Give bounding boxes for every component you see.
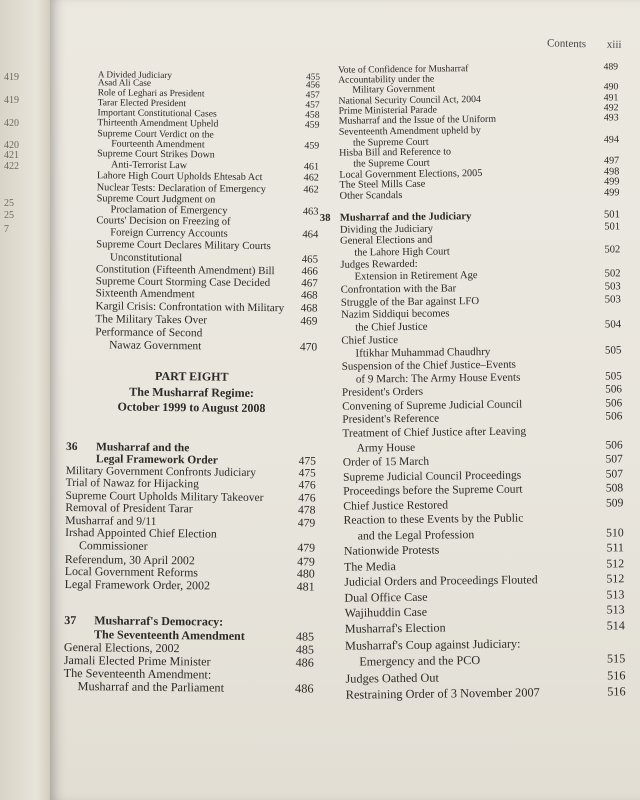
- toc-right-column: [318, 62, 626, 703]
- chapter-entries: [65, 465, 316, 594]
- part-title: The Musharraf Regime:: [129, 384, 255, 400]
- toc-entry-title: Tarar Elected President: [97, 97, 187, 109]
- toc-entry-title: Treatment of Chief Justice after Leaving: [342, 425, 527, 440]
- toc-entry-title: Struggle of the Bar against LFO: [340, 294, 480, 309]
- toc-entry-page: 509: [605, 495, 624, 510]
- chapter-number: 36: [65, 440, 78, 453]
- contents-page: [50, 0, 640, 800]
- toc-entry-page: 479: [297, 516, 316, 530]
- toc-entry-page: 513: [606, 602, 625, 617]
- toc-entry-page: 486: [295, 681, 314, 696]
- toc-entry-title: Irshad Appointed Chief Election: [65, 526, 217, 541]
- ghost-page-number: 419: [4, 72, 19, 83]
- toc-entry-page: 479: [297, 553, 315, 569]
- toc-entry-title: Kargil Crisis: Confrontation with Military: [95, 300, 285, 315]
- toc-entry-title: Supreme Court Upholds Military Takeover: [65, 489, 264, 504]
- toc-entry-page: 513: [606, 586, 625, 602]
- toc-entry-page: 499: [603, 176, 620, 188]
- toc-entry-title: Local Government Elections, 2005: [339, 167, 483, 181]
- toc-entry-title: of 9 March: The Army House Events: [355, 371, 521, 386]
- toc-entry-title: Nazim Siddiqui becomes: [340, 307, 450, 321]
- toc-entry-page: 507: [605, 453, 623, 466]
- toc-entry-title: A Divided Judiciary: [97, 69, 173, 81]
- toc-entry-title: The Media: [344, 558, 396, 574]
- toc-entry-page: 457: [305, 90, 320, 101]
- toc-entry-title: Suspension of the Chief Justice–Events: [341, 358, 517, 373]
- toc-entry-title: Musharraf and the Parliament: [77, 679, 225, 695]
- toc-entry-title: Unconstitutional: [109, 250, 183, 264]
- ghost-page-number: 419: [4, 95, 19, 106]
- toc-entry-title: Performance of Second: [95, 325, 203, 339]
- toc-entry-page: 486: [295, 655, 314, 670]
- toc-entry-page: 491: [603, 92, 619, 104]
- toc-entry-title: Courts' Decision on Freezing of: [96, 215, 231, 229]
- toc-entry-title: Nuclear Tests: Declaration of Emergency: [96, 181, 266, 195]
- chapter-entries: [320, 221, 626, 704]
- toc-entry-title: Extension in Retirement Age: [354, 270, 478, 283]
- toc-entry-title: Army House: [356, 441, 416, 455]
- ghost-page-number: 25: [4, 198, 14, 209]
- toc-entry-title: The Seventeenth Amendment:: [63, 665, 212, 682]
- toc-entry-page: 499: [604, 187, 620, 199]
- toc-entry-title: Confrontation with the Bar: [340, 282, 457, 297]
- toc-entry-title: Jamali Elected Prime Minister: [63, 652, 211, 669]
- toc-entry-title: Thirteenth Amendment Upheld: [97, 117, 219, 130]
- toc-entry-title: Lahore High Court Upholds Ehtesab Act: [96, 169, 263, 183]
- toc-entry-page: 470: [299, 341, 318, 354]
- toc-left-column: [63, 70, 320, 696]
- toc-entry-page: 465: [301, 252, 319, 266]
- toc-entry-title: Restraining Order of 3 November 2007: [345, 685, 540, 702]
- toc-entry-title: President's Reference: [342, 412, 440, 427]
- toc-entry-title: Proclamation of Emergency: [110, 204, 228, 217]
- part-label: PART EIGHT: [154, 368, 229, 384]
- toc-entry-title: the Chief Justice: [355, 320, 428, 334]
- toc-entry-title: Nawaz Government: [109, 339, 202, 353]
- toc-entry-title: Seventeenth Amendment upheld by: [338, 124, 481, 138]
- toc-entry-title: the Lahore High Court: [354, 246, 450, 259]
- toc-entry-title: Supreme Court Storming Case Decided: [95, 275, 271, 290]
- facing-page-edge: [0, 0, 52, 800]
- toc-entry-page: 467: [301, 277, 318, 290]
- toc-entry-title: Military Government Confronts Judiciary: [65, 465, 256, 480]
- part-dates: October 1999 to August 2008: [117, 399, 266, 416]
- toc-entry-title: and the Legal Profession: [357, 528, 475, 543]
- chapter-title: Musharraf and the: [95, 440, 190, 454]
- toc-entry-page: 469: [300, 315, 318, 328]
- header-page-number: xiii: [607, 38, 623, 51]
- toc-entry-title: Judges Oathed Out: [345, 670, 439, 686]
- toc-entry-title: President's Orders: [341, 385, 424, 399]
- toc-entry-page: 489: [603, 61, 619, 73]
- chapter-37: [63, 613, 314, 696]
- toc-entry-page: 497: [603, 155, 620, 167]
- toc-entry-title: Other Scandals: [339, 190, 403, 203]
- header-section-title: Contents: [547, 37, 587, 51]
- toc-entry-title: Sixteenth Amendment: [95, 287, 195, 301]
- toc-entry-title: Musharraf and the Issue of the Uniform: [338, 114, 497, 128]
- toc-entry-page: 505: [605, 370, 622, 383]
- toc-entry-title: Asad Ali Case: [97, 78, 152, 90]
- toc-entry-page: 514: [606, 618, 625, 633]
- toc-entry-title: Chief Justice Restored: [343, 498, 449, 513]
- ghost-page-number: 7: [4, 224, 9, 235]
- toc-entry: [63, 680, 313, 696]
- toc-entry-page: 455: [306, 71, 320, 82]
- toc-entry-title: Military Government: [352, 83, 436, 96]
- toc-entry-page: 515: [606, 651, 626, 666]
- toc-entry-title: Legal Framework Order, 2002: [64, 577, 211, 593]
- toc-entry-title: Emergency and the PCO: [359, 653, 481, 669]
- toc-entry-title: the Supreme Court: [352, 136, 429, 149]
- ghost-page-number: 420: [4, 140, 19, 151]
- toc-entry-page: 516: [607, 684, 626, 699]
- toc-entry-title: Referendum, 30 April 2002: [64, 551, 195, 567]
- toc-entry-page: 502: [604, 244, 621, 256]
- toc-entry-page: 478: [297, 503, 316, 517]
- toc-entry-page: 463: [302, 206, 319, 218]
- toc-entry: [95, 339, 317, 355]
- toc-entry-title: Supreme Judicial Council Proceedings: [342, 469, 522, 484]
- toc-entry-title: Iftikhar Muhammad Chaudhry: [355, 345, 491, 360]
- toc-entry-page: 493: [603, 112, 619, 124]
- running-header: [529, 37, 622, 51]
- toc-entry-title: Reaction to these Events by the Public: [343, 511, 524, 528]
- toc-entry-title: Judicial Orders and Proceedings Flouted: [344, 572, 538, 589]
- toc-entry-title: General Elections, 2002: [63, 639, 180, 656]
- toc-entry-page: 459: [304, 119, 320, 132]
- toc-entry-page: 506: [605, 410, 623, 423]
- chapter-entries: [63, 641, 314, 696]
- toc-entry-page: 503: [604, 293, 621, 306]
- toc-entry-title: Judges Rewarded:: [340, 258, 418, 271]
- toc-entry-page: 476: [298, 492, 316, 505]
- ghost-page-number: 25: [4, 210, 14, 221]
- toc-entry-page: 462: [303, 172, 319, 184]
- toc-entry-title: Nationwide Protests: [343, 542, 440, 559]
- chapter-title: The Seventeenth Amendment: [94, 627, 245, 643]
- ghost-page-number: 420: [4, 118, 19, 129]
- ghost-page-number: 422: [4, 161, 19, 172]
- toc-entry-title: Proceedings before the Supreme Court: [343, 482, 523, 498]
- toc-entry-title: Hisba Bill and Reference to: [339, 146, 452, 159]
- toc-entry-title: Vote of Confidence for Musharraf: [337, 63, 469, 76]
- toc-entry-title: Trial of Nawaz for Hijacking: [65, 477, 199, 491]
- chapter-title: Legal Framework Order: [95, 452, 218, 467]
- toc-entry-title: Prime Ministerial Parade: [338, 104, 438, 117]
- toc-entry-page: 464: [302, 229, 319, 241]
- toc-entry-title: Anti-Terrorist Law: [110, 159, 188, 172]
- toc-entry-page: 506: [605, 383, 623, 396]
- toc-entry-page: 505: [604, 343, 622, 357]
- toc-entry-title: Accountability under the: [338, 73, 435, 86]
- toc-entry-title: Supreme Court Declares Military Courts: [96, 237, 271, 252]
- toc-entry-title: Wajihuddin Case: [344, 604, 428, 620]
- toc-entry-title: Dividing the Judiciary: [339, 223, 434, 236]
- toc-entry-title: The Steel Mills Case: [339, 179, 426, 192]
- toc-entry-page: 475: [298, 467, 316, 480]
- toc-entry-page: 468: [300, 289, 318, 302]
- chapter-number: 37: [64, 613, 77, 628]
- toc-entry-page: 456: [305, 80, 320, 91]
- toc-entry-title: Dual Office Case: [344, 589, 428, 605]
- toc-entry-title: Convening of Supreme Judicial Council: [342, 398, 523, 413]
- toc-entry-page: 506: [605, 396, 623, 410]
- toc-entry-title: Musharraf's Election: [344, 620, 446, 636]
- toc-entry: [65, 578, 315, 594]
- chapter-36: [65, 441, 317, 594]
- toc-entry-page: 501: [604, 221, 621, 233]
- toc-entry-page: 462: [303, 184, 319, 196]
- toc-entry-title: Supreme Court Strikes Down: [97, 148, 215, 161]
- toc-entry-page: 492: [603, 102, 619, 114]
- toc-entry-page: 510: [606, 526, 624, 540]
- toc-entry-title: Role of Leghari as President: [97, 88, 205, 100]
- toc-entry-page: 459: [304, 140, 320, 152]
- toc-entry-title: Removal of President Tarar: [65, 501, 193, 516]
- toc-entry-page: 480: [296, 566, 315, 581]
- toc-entry-page: 490: [603, 81, 619, 93]
- toc-entry-title: Local Government Reforms: [64, 564, 199, 580]
- toc-entries-continued: [318, 62, 620, 203]
- toc-entry-page: 485: [295, 642, 315, 657]
- toc-entry-page: 494: [603, 133, 619, 146]
- toc-entry-page: 507: [605, 467, 624, 481]
- toc-entry-title: Musharraf's Coup against Judiciary:: [345, 636, 521, 653]
- chapter-title: Musharraf and the Judiciary: [339, 211, 472, 225]
- toc-entry-title: Commissioner: [78, 539, 148, 553]
- toc-entry-title: Order of 15 March: [342, 455, 430, 470]
- toc-entry-page: 506: [605, 439, 623, 452]
- toc-entry-page: 516: [606, 667, 626, 683]
- toc-entry-page: 503: [604, 280, 621, 293]
- toc-entry-page: 481: [296, 579, 315, 594]
- chapter-page: 475: [298, 455, 316, 468]
- toc-entry-title: The Military Takes Over: [95, 312, 208, 327]
- toc-entry-title: Important Constitutional Cases: [97, 107, 217, 121]
- toc-entry-page: 498: [603, 165, 620, 178]
- part-heading: [66, 368, 316, 417]
- toc-entry-title: Supreme Court Judgment on: [96, 192, 216, 206]
- toc-entry-page: 466: [301, 265, 318, 278]
- chapter-title: Musharraf's Democracy:: [94, 613, 224, 629]
- toc-entry-page: 502: [604, 268, 621, 280]
- toc-entry-page: 476: [298, 479, 316, 493]
- chapter-38: [320, 210, 626, 704]
- toc-entry-page: 504: [604, 318, 622, 331]
- toc-entry: [340, 189, 620, 203]
- toc-entry-title: Musharraf and 9/11: [65, 513, 157, 528]
- toc-entry-title: Fourteenth Amendment: [111, 138, 205, 151]
- toc-entry-title: Supreme Court Verdict on the: [97, 127, 214, 141]
- chapter-number: 38: [319, 213, 331, 225]
- toc-entry-page: 458: [305, 109, 320, 122]
- ghost-page-number: 421: [4, 150, 19, 161]
- toc-entry-page: 461: [303, 161, 320, 173]
- toc-entry-page: 479: [297, 541, 316, 555]
- toc-entries-continued: [67, 70, 320, 355]
- toc-entry-title: the Supreme Court: [353, 157, 430, 170]
- toc-entry: [346, 683, 626, 703]
- toc-entry-title: Chief Justice: [341, 333, 399, 347]
- chapter-page: 501: [603, 209, 620, 221]
- toc-entry-title: Constitution (Fifteenth Amendment) Bill: [95, 262, 275, 277]
- toc-entry-page: 511: [606, 540, 624, 555]
- toc-entry-page: 512: [606, 571, 625, 586]
- toc-entry-page: 508: [605, 481, 624, 495]
- toc-entry-page: 512: [606, 555, 625, 571]
- toc-entry-title: General Elections and: [340, 234, 433, 248]
- toc-entry-page: 468: [300, 302, 318, 315]
- chapter-page: 485: [296, 629, 315, 644]
- toc-entry-title: Foreign Currency Accounts: [110, 227, 228, 240]
- toc-entry-title: National Security Council Act, 2004: [338, 93, 481, 107]
- toc-entry-page: 457: [305, 100, 320, 111]
